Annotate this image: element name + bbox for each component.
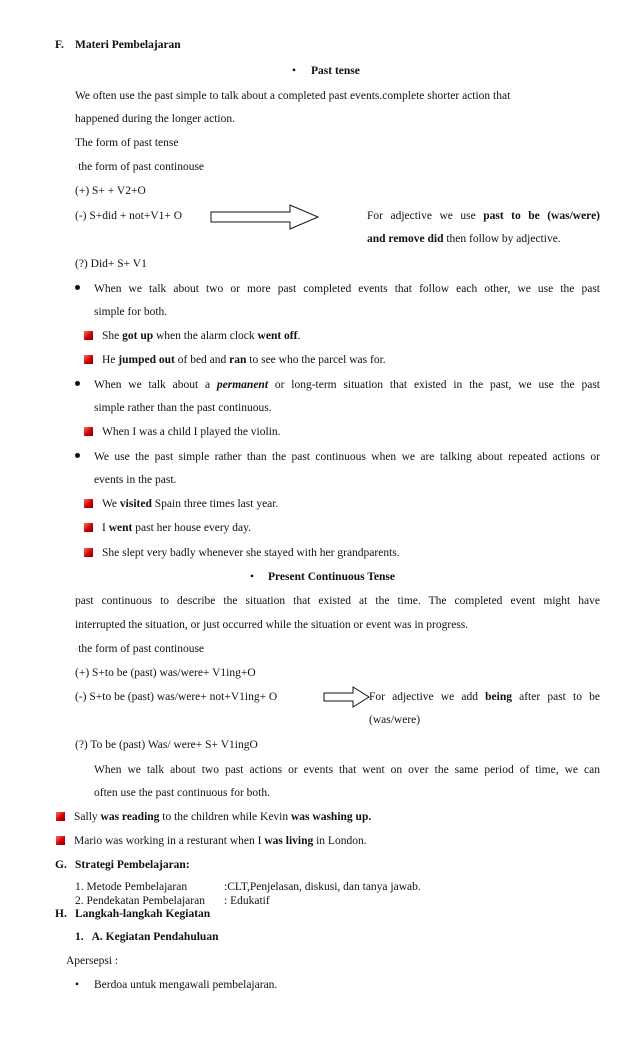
strategy-item-1-label: 1. Metode Pembelajaran: [75, 881, 188, 893]
bullet-2-line-1: When we talk about a permanent or long-term situation that existed in the past, we use the past: [94, 379, 600, 391]
example-6: She slept very badly whenever she stayed with her grandparents.: [84, 546, 400, 561]
example-4: We visited Spain three times last year.: [84, 497, 278, 512]
square-bullet-icon: [56, 836, 65, 845]
section-h-letter: H.: [55, 908, 67, 920]
arrow-right-icon: [210, 204, 320, 230]
section-g-title: Strategi Pembelajaran:: [75, 859, 190, 871]
bullet-1-line-2: simple for both.: [94, 306, 168, 318]
present-continuous-bullet: •: [250, 571, 255, 583]
missing-glyph-icon: ▫: [75, 162, 79, 172]
section-h-subheading: 1. A. Kegiatan Pendahuluan: [75, 931, 219, 943]
square-bullet-icon: [84, 331, 93, 340]
bullet-dot: [75, 282, 80, 297]
intro-line-1: We often use the past simple to talk about a completed past events.complete shorter action that: [75, 90, 511, 102]
square-bullet-icon: [84, 499, 93, 508]
pc-example-2: Mario was working in a resturant when I was living in London.: [56, 834, 367, 849]
past-tense-heading: Past tense: [311, 65, 360, 77]
pc-example-1: Sally was reading to the children while Kevin was washing up.: [56, 810, 371, 825]
question-formula: (?) Did+ S+ V1: [75, 258, 147, 270]
bullet-3-line-2: events in the past.: [94, 474, 177, 486]
pc-positive: (+) S+to be (past) was/were+ V1ing+O: [75, 667, 256, 679]
pc-adjective-note-line-2: (was/were): [369, 714, 421, 726]
bullet-1-line-1: When we talk about two or more past completed events that follow each other, we use the past: [94, 283, 600, 295]
square-bullet-icon: [84, 523, 93, 532]
adjective-note: For adjective we use past to be (was/were): [367, 210, 601, 222]
bullet-dot: [75, 450, 80, 465]
pc-paragraph-line-1: past continuous to describe the situation that existed at the time. The completed event might have: [75, 595, 600, 607]
form-continous: ▫the form of past continouse: [75, 161, 205, 173]
square-bullet-icon: [84, 355, 93, 364]
adjective-note-line-2: and remove did then follow by adjective.: [367, 233, 561, 245]
intro-line-2: happened during the longer action.: [75, 113, 235, 125]
square-bullet-icon: [56, 812, 65, 821]
example-3: When I was a child I played the violin.: [84, 425, 281, 440]
form-label: The form of past tense: [75, 137, 179, 149]
bullet-dot: •: [75, 979, 80, 991]
section-f-title: Materi Pembelajaran: [75, 39, 181, 51]
positive-formula: (+) S+ + V2+O: [75, 185, 146, 197]
missing-glyph-icon: ▫: [75, 644, 79, 654]
example-1: She got up when the alarm clock went off.: [84, 329, 300, 344]
strategy-item-2-label: 2. Pendekatan Pembelajaran: [75, 895, 205, 907]
example-5: I went past her house every day.: [84, 521, 251, 536]
pc-paragraph-line-2: interrupted the situation, or just occurred while the situation or event was in progress.: [75, 619, 469, 631]
present-continuous-heading: Present Continuous Tense: [268, 571, 395, 583]
bullet-2-line-2: simple rather than the past continuous.: [94, 402, 272, 414]
pc-form: ▫the form of past continouse: [75, 643, 205, 655]
pc-usage-line-2: often use the past continuous for both.: [94, 787, 270, 799]
past-tense-bullet: •: [292, 65, 297, 77]
square-bullet-icon: [84, 548, 93, 557]
section-g-letter: G.: [55, 859, 67, 871]
arrow-right-icon: [323, 686, 371, 708]
negative-formula: (-) S+did + not+V1+ O: [75, 210, 183, 222]
section-h-title: Langkah-langkah Kegiatan: [75, 908, 211, 920]
apersepsi-label: Apersepsi :: [66, 955, 119, 967]
section-f-letter: F.: [55, 39, 64, 51]
example-2: He jumped out of bed and ran to see who the parcel was for.: [84, 353, 386, 368]
bullet-3-line-1: We use the past simple rather than the past continuous when we are talking about repeated actions or: [94, 451, 600, 463]
strategy-item-2-value: : Edukatif: [224, 895, 270, 907]
strategy-item-1-value: :CLT,Penjelasan, diskusi, dan tanya jawab.: [224, 881, 421, 893]
bullet-dot: [75, 378, 80, 393]
activity-bullet-1: Berdoa untuk mengawali pembelajaran.: [94, 979, 278, 991]
pc-adjective-note: For adjective we add being after past to be: [369, 691, 600, 703]
pc-usage-line-1: When we talk about two past actions or events that went on over the same period of time, we can: [94, 764, 600, 776]
pc-question: (?) To be (past) Was/ were+ S+ V1ingO: [75, 739, 258, 751]
pc-negative: (-) S+to be (past) was/were+ not+V1ing+ O: [75, 691, 278, 703]
square-bullet-icon: [84, 427, 93, 436]
